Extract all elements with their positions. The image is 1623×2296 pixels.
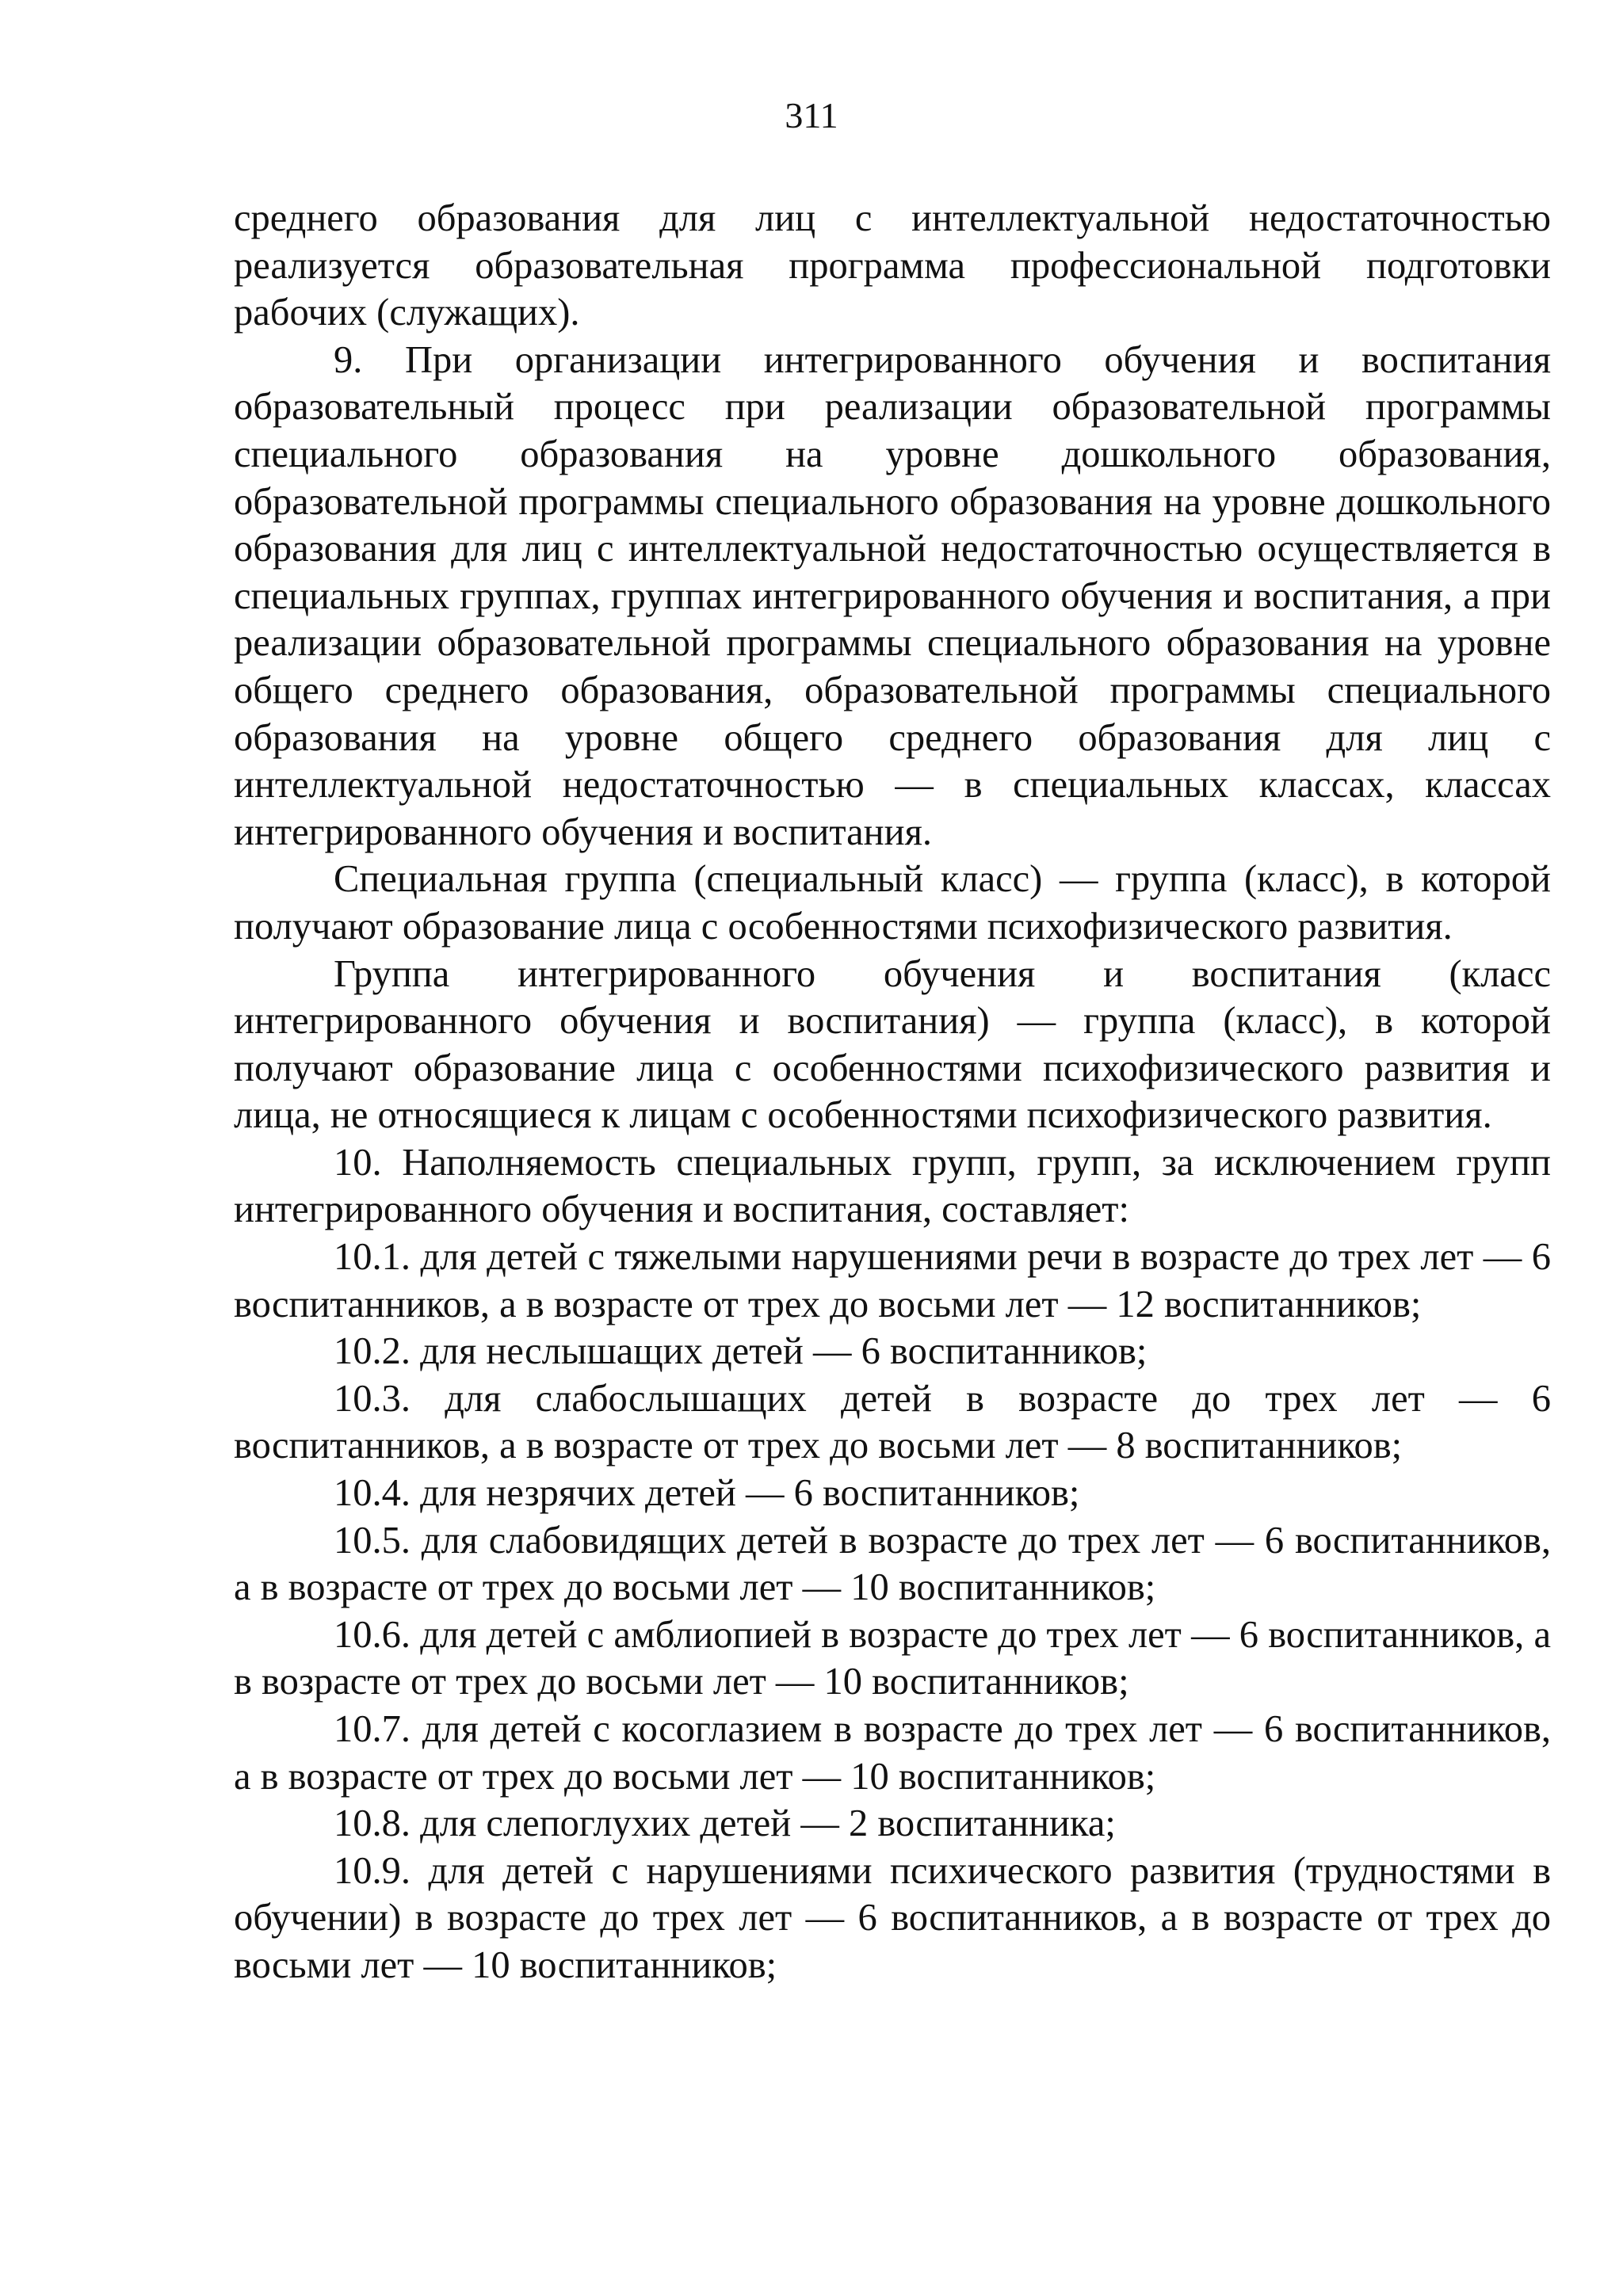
- list-item-10-2: 10.2. для неслышащих детей — 6 воспитанников;: [334, 1330, 1148, 1373]
- paragraph-special-group-definition: Специальная группа (специальный класс) — группа (класс), в которой получают образование лица с особенностями психофизического развития.: [234, 858, 1551, 948]
- paragraph-item-10: 10. Наполняемость специальных групп, групп, за исключением групп интегрированного обучения и воспитания, составляет:: [234, 1141, 1551, 1231]
- paragraph-continuation: среднего образования для лиц с интеллектуальной недостаточностью реализуется образовательная программа профессиональной подготовки рабочих (служащих).: [234, 197, 1551, 334]
- document-body: [234, 195, 1551, 1989]
- list-item-10-1: 10.1. для детей с тяжелыми нарушениями речи в возрасте до трех лет — 6 воспитанников, а в возрасте от трех до восьми лет — 12 воспитанников;: [234, 1236, 1551, 1325]
- list-item-10-9: 10.9. для детей с нарушениями психического развития (трудностями в обучении) в возрасте до трех лет — 6 воспитанников, а в возрасте от трех до восьми лет — 10 воспитанников;: [234, 1849, 1551, 1986]
- page-number: 311: [785, 95, 838, 135]
- list-item-10-6: 10.6. для детей с амблиопией в возрасте до трех лет — 6 воспитанников, а в возрасте от трех до восьми лет — 10 воспитанников;: [234, 1613, 1551, 1703]
- list-item-10-4: 10.4. для незрячих детей — 6 воспитанников;: [334, 1472, 1080, 1515]
- list-item-10-3: 10.3. для слабослышащих детей в возрасте до трех лет — 6 воспитанников, а в возрасте от трех до восьми лет — 8 воспитанников;: [234, 1377, 1551, 1467]
- list-item-10-8: 10.8. для слепоглухих детей — 2 воспитанника;: [334, 1802, 1116, 1845]
- list-item-10-7: 10.7. для детей с косоглазием в возрасте до трех лет — 6 воспитанников, а в возрасте от трех до восьми лет — 10 воспитанников;: [234, 1708, 1551, 1798]
- list-item-10-5: 10.5. для слабовидящих детей в возрасте до трех лет — 6 воспитанников, а в возрасте от трех до восьми лет — 10 воспитанников;: [234, 1519, 1551, 1609]
- paragraph-integrated-group-definition: Группа интегрированного обучения и воспитания (класс интегрированного обучения и воспитания) — группа (класс), в которой получают образование лица с особенностями психофизического развития и лица, не относящиеся к лицам с особенностями психофизического развития.: [234, 952, 1551, 1137]
- paragraph-item-9: 9. При организации интегрированного обучения и воспитания образовательный процесс при реализации образовательной программы специального образования на уровне дошкольного образования, образовательной программы специального образования на уровне дошкольного образования для лиц с интеллектуальной недостаточностью осуществляется в специальных группах, группах интегрированного обучения и воспитания, а при реализации образовательной программы специального образования на уровне общего среднего образования, образовательной программы специального образования на уровне общего среднего образования для лиц с интеллектуальной недостаточностью — в специальных классах, классах интегрированного обучения и воспитания.: [234, 338, 1551, 853]
